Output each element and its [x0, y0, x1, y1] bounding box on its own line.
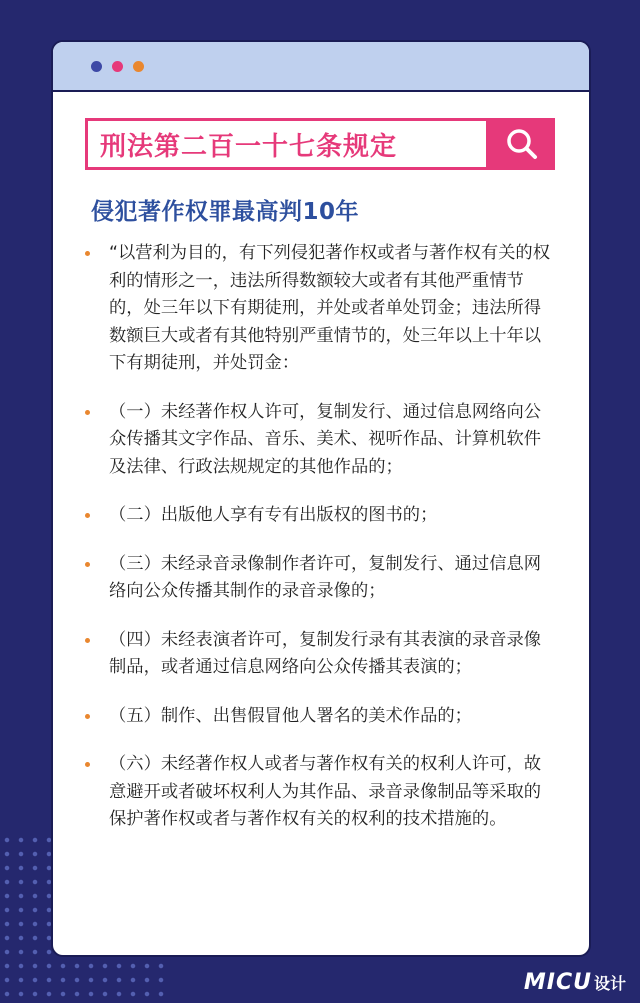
bullet-icon — [85, 714, 90, 719]
list-item-text: （六）未经著作权人或者与著作权有关的权利人许可，故意避开或者破坏权利人为其作品、录音录像制品等采取的保护著作权或者与著作权有关的权利的技术措施的。 — [109, 754, 542, 829]
page-title: 侵犯著作权罪最高判10年 — [91, 199, 360, 225]
bullet-icon — [85, 562, 90, 567]
search-input[interactable]: 刑法第二百一十七条规定 — [85, 118, 489, 170]
window-titlebar — [53, 42, 589, 92]
bullet-icon — [85, 251, 90, 256]
brand-name: MICU — [523, 970, 592, 995]
list-item-text: “以营利为目的，有下列侵犯著作权或者与著作权有关的权利的情形之一，违法所得数额较大或者有其他严重情节的，处三年以下有期徒刑，并处或者单处罚金；违法所得数额巨大或者有其他特别严重情节的，处三年以上十年以下有期徒刑，并处罚金： — [109, 243, 550, 373]
brand-suffix: 设计 — [593, 974, 626, 993]
list-item — [85, 751, 555, 834]
bullet-icon — [85, 513, 90, 518]
list-item — [85, 502, 555, 530]
window-dot-blue-icon[interactable] — [91, 61, 102, 72]
bullet-icon — [85, 762, 90, 767]
list-item — [85, 399, 555, 482]
list-item-text: （三）未经录音录像制作者许可，复制发行、通过信息网络向公众传播其制作的录音录像的； — [109, 553, 542, 601]
search-button[interactable] — [489, 118, 555, 170]
brand-logo — [524, 970, 626, 995]
window-dot-pink-icon[interactable] — [112, 61, 123, 72]
list-item-intro — [85, 240, 555, 378]
browser-window — [51, 40, 591, 957]
list-item-text: （五）制作、出售假冒他人署名的美术作品的； — [109, 705, 472, 726]
list-item-text: （一）未经著作权人许可，复制发行、通过信息网络向公众传播其文字作品、音乐、美术、视听作品、计算机软件及法律、行政法规规定的其他作品的； — [109, 401, 542, 477]
article-body — [85, 240, 555, 834]
list-item — [85, 627, 555, 682]
list-item-text: （四）未经表演者许可，复制发行录有其表演的录音录像制品，或者通过信息网络向公众传播其表演的； — [109, 629, 542, 677]
search-bar — [85, 118, 555, 170]
bullet-icon — [85, 638, 90, 643]
bullet-icon — [85, 410, 90, 415]
window-dot-orange-icon[interactable] — [133, 61, 144, 72]
list-item — [85, 703, 555, 731]
list-item-text: （二）出版他人享有专有出版权的图书的； — [109, 505, 438, 525]
search-icon — [505, 127, 539, 161]
list-item — [85, 551, 555, 606]
